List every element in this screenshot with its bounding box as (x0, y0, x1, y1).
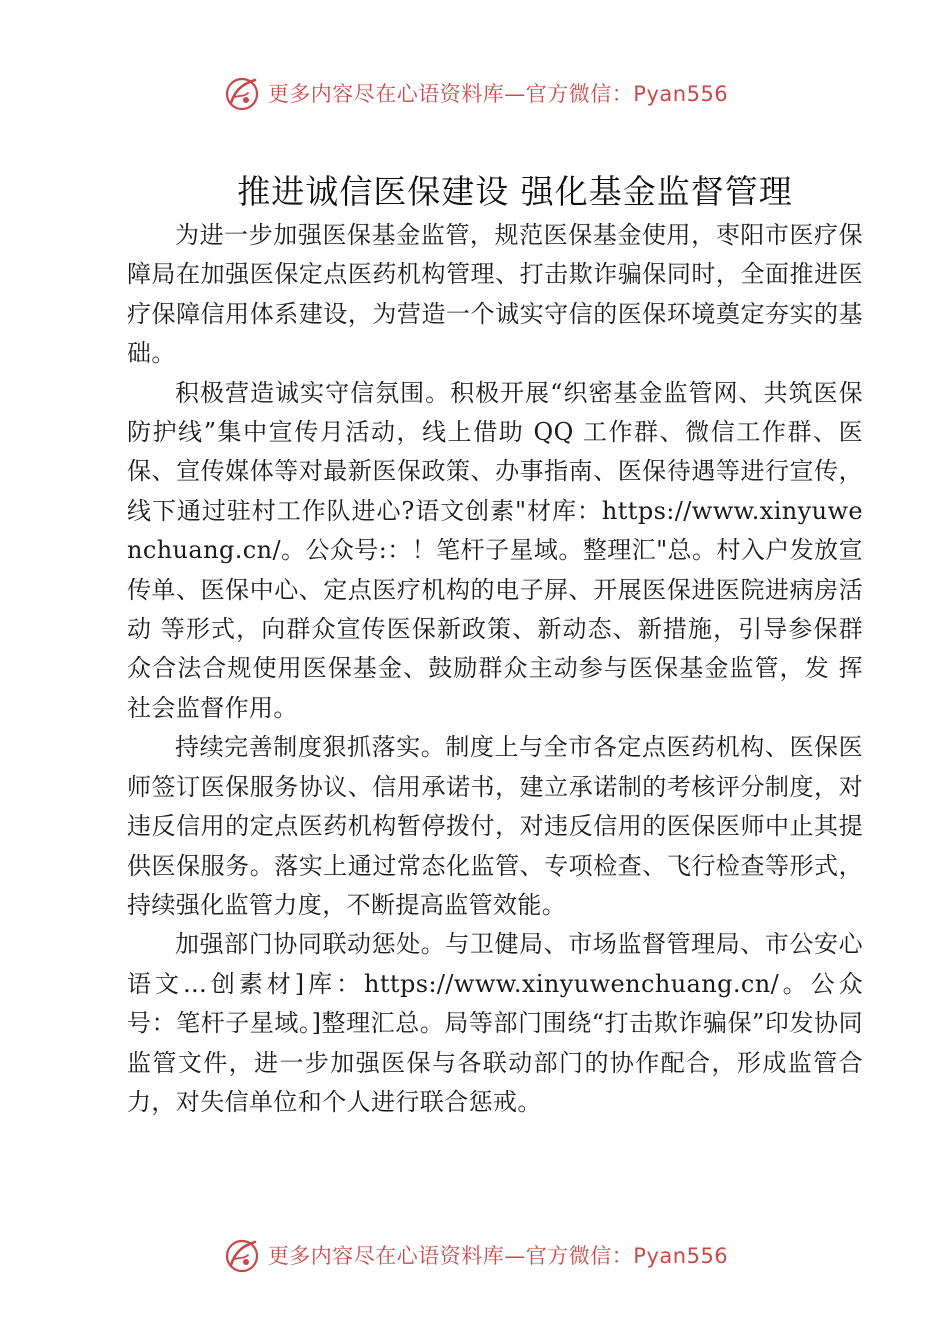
document-title: 推进诚信医保建设 强化基金监督管理 (237, 172, 793, 211)
banner-text: 更多内容尽在心语资料库—官方微信：Pyan556 (267, 82, 729, 106)
paragraph-system-implementation: 持续完善制度狠抓落实。制度上与全市各定点医药机构、医保医师签订医保服务协议、信用承诺书，建立承诺制的考核评分制度，对违反信用的定点医药机构暂停拨付，对违反信用的医保医师中止其提供医保服务。落实上通过常态化监管、专项检查、飞行检查等形式，持续强化监管力度，不断提高监管效能。 (127, 733, 863, 919)
brand-logo-icon (222, 73, 262, 113)
footer-watermark-banner (0, 1232, 950, 1278)
header-watermark-banner (0, 70, 950, 116)
paragraph-joint-enforcement: 加强部门协同联动惩处。与卫健局、市场监督管理局、市公安心语文…创素材]库：https://www.xinyuwenchuang.cn/。公众号：笔杆子星域。]整理汇总。局等部门围绕“打击欺诈骗保”印发协同监管文件，进一步加强医保与各联动部门的协作配合，形成监管合力，对失信单位和个人进行联合惩戒。 (127, 930, 863, 1116)
document-body (127, 216, 863, 1122)
brand-logo-icon (222, 1235, 262, 1275)
banner-text: 更多内容尽在心语资料库—官方微信：Pyan556 (267, 1244, 729, 1268)
paragraph-integrity-atmosphere: 积极营造诚实守信氛围。积极开展“织密基金监管网、共筑医保防护线”集中宣传月活动，线上借助 QQ 工作群、微信工作群、医保、宣传媒体等对最新医保政策、办事指南、医保待遇等进行宣传，线下通过驻村工作队进心?语文创素"材库：https://www.xinyuwenchuang.cn/。公众号:：！笔杆子星域。整理汇"总。村入户发放宣传单、医保中心、定点医疗机构的电子屏、开展医保进医院进病房活动 等形式，向群众宣传医保新政策、新动态、新措施，引导参保群 众合法合规使用医保基金、鼓励群众主动参与医保基金监管，发 挥社会监督作用。 (127, 378, 863, 722)
paragraph-intro: 为进一步加强医保基金监管，规范医保基金使用，枣阳市医疗保障局在加强医保定点医药机构管理、打击欺诈骗保同时，全面推进医疗保障信用体系建设，为营造一个诚实守信的医保环境奠定夯实的基础。 (127, 221, 863, 368)
